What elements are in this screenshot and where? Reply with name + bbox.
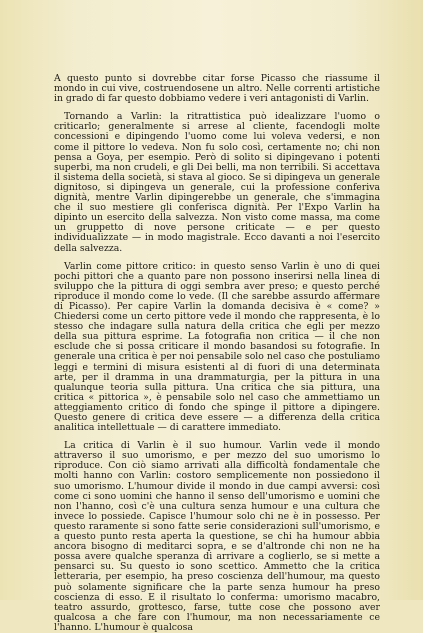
paragraph-4: La critica di Varlin è il suo humour. Varlin vede il mondo attraverso il suo umorismo, e per mezzo del suo umorismo lo riproduce. Con ciò siamo arrivati alla difficoltà fondamentale che molti hanno con Varlin: costoro semplicemente non possiedono il suo umorismo. L'humour divide il mondo in due campi avversi: così come ci sono uomini che hanno il senso dell'umorismo e uomini che non l'hanno, così c'è una cultura senza humour e una cultura che invece lo possiede. Capisce l'humour solo chi ne è in possesso. Per questo raramente si sono fatte serie considerazioni sull'umorismo, e a questo punto resta aperta la questione, se chi ha humour abbia ancora bisogno di meditarci sopra, e se d'altronde chi non ne ha possa avere qualche speranza di arrivare a coglierlo, se si mette a pensarci su. Su questo io sono scettico. Ammetto che la critica letteraria, per esempio, ha preso coscienza dell'humour, ma questo può solamente significare che la parte senza humour ha preso coscienza di esso. E il risultato lo conferma: umorismo macabro, teatro assurdo, grottesco, farse, tutte cose che possono aver qualcosa a che fare con l'humour, ma non necessariamente ce l'hanno. L'humour è qualcosa [54, 440, 380, 633]
paragraph-3: Varlin come pittore critico: in questo senso Varlin è uno di quei pochi pittori che a quanto pare non possono inserirsi nella linea di sviluppo che la pittura di oggi sembra aver preso; e questo perché riproduce il mondo come lo vede. (Il che sarebbe assurdo affermare di Picasso). Per capire Varlin la domanda decisiva è « come? » Chiedersi come un certo pittore vede il mondo che rappresenta, è lo stesso che indagare sulla natura della critica che egli per mezzo della sua pittura esprime. La fotografia non critica — il che non esclude che si possa criticare il mondo basandosi su fotografie. In generale una critica è per noi pensabile solo nel caso che postuliamo leggi e termini di misura esistenti al di fuori di una determinata arte, per il dramma in una drammaturgia, per la pittura in una qualunque teoria sulla pittura. Una critica che sia pittura, una critica « pittorica », è pensabile solo nel caso che ammettiamo un atteggiamento critico di fondo che spinge il pittore a dipingere. Questo genere di critica deve essere — a differenza della critica analitica intellettuale — di carattere immediato. [54, 260, 380, 434]
paragraph-1: A questo punto si dovrebbe citar forse Picasso che riassume il mondo in cui vive, costruendosene un altro. Nelle correnti artistiche in grado di far questo dobbiamo vedere i veri antagonisti di Varlin. [54, 73, 380, 105]
paragraph-2: Tornando a Varlin: la ritrattistica può idealizzare l'uomo o criticarlo; generalmente si arrese al cliente, facendogli molte concessioni e dipingendo l'uomo come lui voleva vedersi, e non come il pittore lo vedeva. Non fu solo così, certamente no; chi non pensa a Goya, per esempio. Però di solito si dipingevano i potenti superbi, ma non crudeli, e gli Dei belli, ma non terribili. Si accettava il sistema della società, si stava al gioco. Se si dipingeva un generale dignitoso, si dipingeva un generale, cui la professione conferiva dignità, mentre Varlin dipingerebbe un generale, che s'immagina che il suo mestiere gli conferisca dignità. Per l'Expo Varlin ha dipinto un esercito della salvezza. Non visto come massa, ma come un gruppetto di nove persone criticate — e per questo individualizzate — in modo magistrale. Ecco davanti a noi l'esercito della salvezza. [54, 111, 380, 254]
body-text [54, 74, 380, 633]
